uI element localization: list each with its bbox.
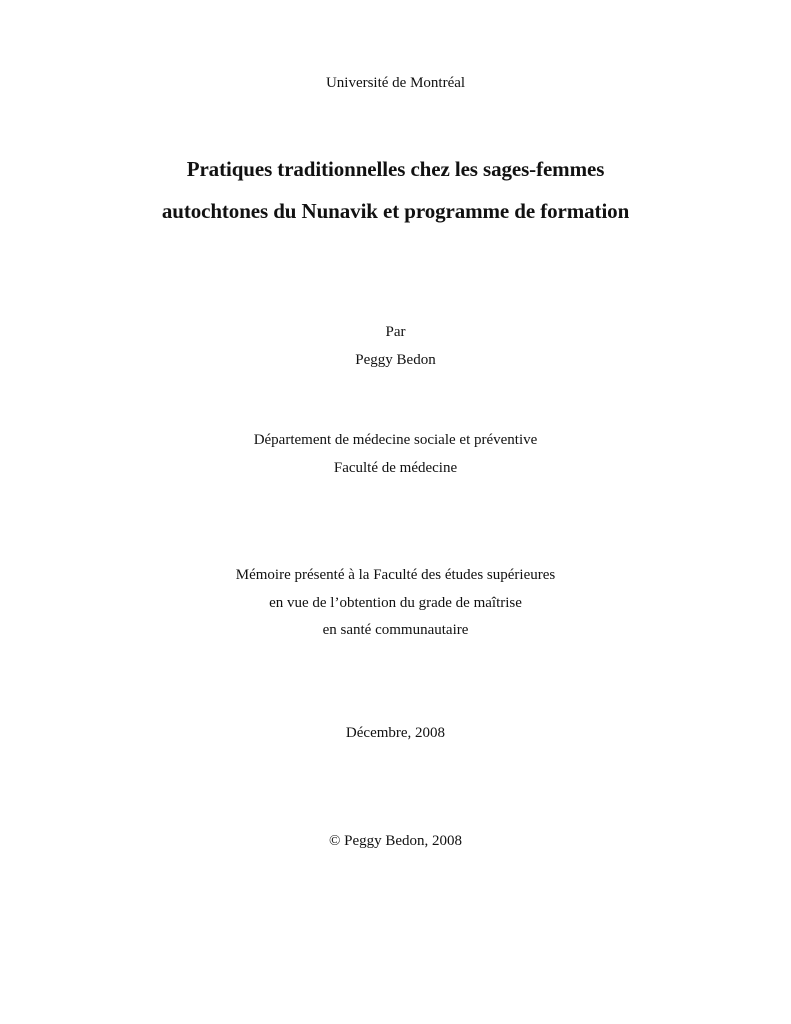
faculty-name: Faculté de médecine — [333, 460, 458, 476]
submission-statement-line-1: Mémoire présenté à la Faculté des études supérieures — [235, 567, 556, 583]
author-name: Peggy Bedon — [355, 352, 436, 368]
copyright-notice: © Peggy Bedon, 2008 — [328, 833, 463, 849]
department-name: Département de médecine sociale et préventive — [253, 432, 538, 448]
by-label: Par — [385, 324, 406, 340]
thesis-title-line-1: Pratiques traditionnelles chez les sages-femmes — [186, 157, 605, 181]
university-name: Université de Montréal — [325, 75, 466, 91]
submission-date: Décembre, 2008 — [345, 725, 446, 741]
submission-statement-line-3: en santé communautaire — [322, 622, 469, 638]
submission-statement-line-2: en vue de l’obtention du grade de maîtrise — [269, 595, 522, 611]
thesis-title-line-2: autochtones du Nunavik et programme de formation — [161, 199, 630, 223]
